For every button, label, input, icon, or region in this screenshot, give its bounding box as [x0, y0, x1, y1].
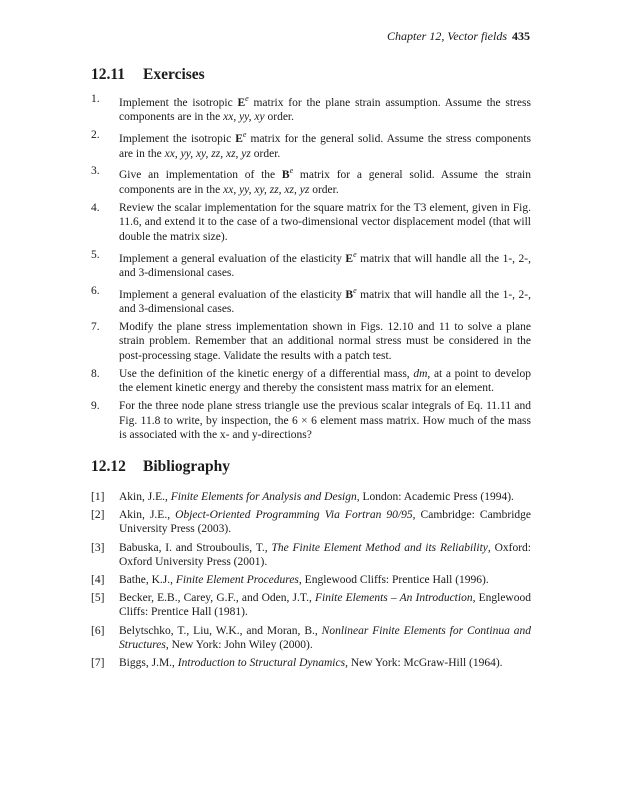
section-number: 12.12 — [91, 458, 126, 475]
exercise-item-text: Modify the plane stress implementation shown in Figs. 12.10 and 11 to solve a plane strain problem. Remember that an additional normal stress must be considered in the post-processing stage. Validate the results with a patch test. — [119, 320, 531, 362]
bibliography-entry-text: Nonlinear Finite Elements for Continua and Structures — [119, 624, 531, 651]
bibliography-entry-text: Object-Oriented Programming Via Fortran 90/95 — [175, 509, 413, 522]
bibliography-entry-text: Bathe, K.J., — [119, 574, 176, 587]
bibliography-entry-number: [3] — [91, 541, 105, 554]
bibliography-entry-text: Finite Elements for Analysis and Design — [170, 491, 357, 503]
exercise-item-number: 2. — [91, 129, 100, 142]
exercise-item — [91, 248, 531, 281]
section-title: Exercises — [143, 66, 205, 83]
bibliography-entry — [91, 591, 531, 619]
exercise-item-text: xx, yy, xy, zz, xz, yz — [164, 147, 251, 160]
exercise-item-text: e — [353, 285, 357, 295]
bibliography-entry-number: [6] — [91, 624, 105, 637]
exercise-item-text: E — [237, 96, 246, 109]
exercise-item-text: Implement a general evaluation of the elasticity — [119, 288, 346, 301]
bibliography-entry — [91, 573, 531, 587]
running-head — [387, 29, 530, 44]
exercise-item-text: e — [353, 249, 357, 259]
bibliography-entry-text: , New York: John Wiley (2000). — [165, 638, 313, 651]
exercise-item-text: e — [242, 130, 247, 140]
exercise-item-text: Review the scalar implementation for the square matrix for the T3 element, given in Fig. 11.6, and extend it to the case of a two-dimensional vector displacement model (that will double the matrix size). — [119, 201, 531, 243]
bibliography-entry — [91, 656, 531, 670]
exercise-item-text: xx, yy, xy, zz, xz, yz — [223, 183, 310, 196]
exercise-item-number: 7. — [91, 320, 100, 333]
exercise-item-text: matrix for the general solid. Assume the stress components are in the — [119, 133, 531, 160]
exercise-list — [91, 92, 531, 446]
exercise-item-text: matrix for the plane strain assumption. Assume the stress components are in the — [119, 96, 531, 124]
section-title: Bibliography — [143, 458, 230, 475]
exercise-item-number: 3. — [91, 165, 100, 178]
exercise-item — [91, 164, 531, 197]
bibliography-entry — [91, 490, 531, 504]
bibliography-entry-text: , New York: McGraw-Hill (1964). — [345, 657, 503, 670]
exercise-item-text: E — [345, 252, 354, 265]
bibliography-entry-text: Finite Elements – An Introduction — [314, 592, 473, 605]
bibliography-entry-text: Finite Element Procedures — [175, 574, 299, 587]
exercise-item — [91, 367, 531, 396]
bibliography-list — [91, 490, 531, 674]
bibliography-entry-text: Belytschko, T., Liu, W.K., and Moran, B., — [119, 624, 322, 637]
exercise-item-text: Implement the isotropic — [119, 133, 236, 146]
exercise-item — [91, 201, 531, 245]
bibliography-entry-text: Akin, J.E., — [119, 509, 176, 522]
bibliography-entry — [91, 624, 531, 652]
exercise-item-text: Implement the isotropic — [119, 96, 238, 109]
exercise-item — [91, 320, 531, 364]
bibliography-entry-number: [7] — [91, 657, 105, 670]
exercise-item — [91, 284, 531, 317]
bibliography-heading — [91, 458, 230, 476]
bibliography-entry-text: Becker, E.B., Carey, G.F., and Oden, J.T., — [119, 592, 315, 605]
exercise-item-text: order. — [264, 111, 294, 124]
bibliography-entry-number: [1] — [91, 491, 105, 503]
bibliography-entry-number: [2] — [91, 509, 105, 522]
bibliography-entry — [91, 508, 531, 536]
chapter-title: Chapter 12, Vector fields — [387, 29, 507, 43]
bibliography-entry-text: , London: Academic Press (1994). — [356, 491, 514, 503]
exercise-item-text: Give an implementation of the — [119, 169, 282, 182]
exercise-item-text: dm — [413, 367, 428, 380]
bibliography-entry-text: , Englewood Cliffs: Prentice Hall (1981). — [119, 592, 531, 619]
exercise-item — [91, 128, 531, 161]
exercise-item-text: Use the definition of the kinetic energy of a differential mass, — [119, 367, 414, 380]
bibliography-entry-text: , Englewood Cliffs: Prentice Hall (1996). — [298, 574, 489, 587]
exercise-item-text: matrix for a general solid. Assume the strain components are in the — [119, 169, 531, 196]
exercise-item-text: matrix that will handle all the 1-, 2-, and 3-dimensional cases. — [119, 252, 531, 279]
bibliography-entry-text: Babuska, I. and Strouboulis, T., — [119, 541, 272, 554]
exercise-item-text: For the three node plane stress triangle use the previous scalar integrals of Eq. 11.11 and Fig. 11.8 to write, by inspection, the 6 × 6 element mass matrix. How much of the mass is associated with the x- and y-directions? — [119, 400, 531, 442]
exercise-item — [91, 92, 531, 125]
exercise-item-text: B — [281, 169, 290, 182]
exercise-item-number: 1. — [91, 93, 100, 105]
bibliography-entry-number: [4] — [91, 574, 105, 587]
bibliography-entry-text: Introduction to Structural Dynamics — [177, 657, 346, 670]
exercise-item-number: 8. — [91, 367, 100, 380]
bibliography-entry-text: Biggs, J.M., — [119, 657, 178, 670]
bibliography-entry-text: Akin, J.E., — [119, 491, 171, 503]
exercise-item-number: 9. — [91, 400, 100, 413]
exercises-heading — [91, 66, 205, 84]
exercise-item-number: 6. — [91, 284, 100, 297]
exercise-item-text: , at a point to develop the element kinetic energy and thereby the consistent mass matrix for an element. — [119, 367, 531, 395]
exercise-item-number: 5. — [91, 248, 100, 261]
exercise-item-text: order. — [309, 183, 339, 196]
exercise-item-text: B — [345, 288, 354, 301]
exercise-item-text: e — [289, 166, 294, 176]
bibliography-entry-text: , Oxford: Oxford University Press (2001). — [119, 541, 531, 568]
exercise-item-text: Implement a general evaluation of the elasticity — [119, 252, 346, 265]
bibliography-entry-text: , Cambridge: Cambridge University Press (2003). — [119, 509, 532, 536]
exercise-item-text: xx, yy, xy — [223, 111, 265, 124]
bibliography-entry-number: [5] — [91, 592, 105, 605]
bibliography-entry-text: The Finite Element Method and its Reliability — [271, 541, 488, 554]
exercise-item-text: order. — [250, 147, 281, 160]
exercise-item-number: 4. — [91, 201, 100, 214]
exercise-item — [91, 399, 531, 443]
page-number: 435 — [512, 29, 530, 43]
exercise-item-text: e — [245, 94, 249, 103]
bibliography-entry — [91, 541, 531, 569]
exercise-item-text: E — [235, 133, 243, 146]
section-number: 12.11 — [91, 66, 126, 83]
exercise-item-text: matrix that will handle all the 1-, 2-, and 3-dimensional cases. — [119, 288, 531, 316]
